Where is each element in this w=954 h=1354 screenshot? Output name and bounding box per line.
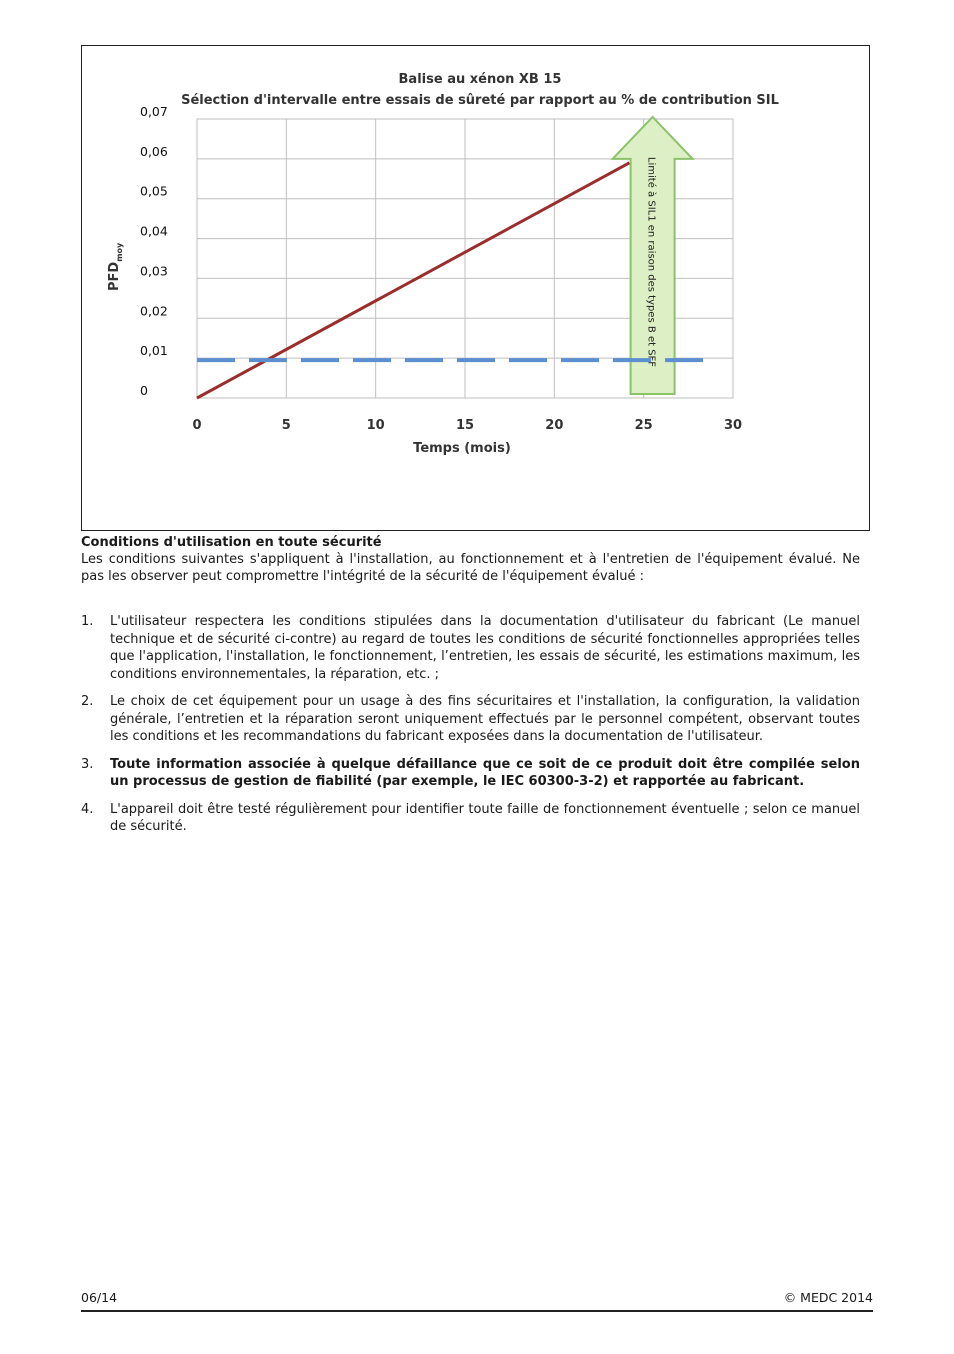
list-item <box>81 613 860 683</box>
chart-subtitle: Sélection d'intervalle entre essais de sûreté par rapport au % de contribution SIL <box>181 93 779 108</box>
y-tick-label: 0,02 <box>140 303 168 319</box>
list-item <box>81 801 860 836</box>
y-axis-title <box>107 242 124 291</box>
y-tick-label: 0,01 <box>140 343 168 359</box>
y-tick-label: 0,04 <box>140 223 168 239</box>
y-tick-label: 0 <box>140 383 148 398</box>
footer-copyright: © MEDC 2014 <box>783 1290 873 1305</box>
section-heading: Conditions d'utilisation en toute sécurité <box>81 535 382 550</box>
x-tick-label: 30 <box>723 418 743 433</box>
chart-figure <box>81 45 870 531</box>
y-axis-title-main: PFD <box>107 261 122 291</box>
x-tick-label: 5 <box>281 418 291 433</box>
page-footer <box>81 1290 873 1312</box>
list-item-text: L'appareil doit être testé régulièrement pour identifier toute faille de fonctionnement éventuelle ; selon ce manuel de sécurité. <box>110 801 860 834</box>
x-tick-label: 10 <box>366 418 385 433</box>
list-item <box>81 693 860 746</box>
list-item-number: 1. <box>81 614 94 629</box>
y-axis-ticks <box>140 104 168 398</box>
list-item-number: 3. <box>81 756 94 772</box>
x-axis-title: Temps (mois) <box>413 441 511 456</box>
sil-limit-annotation <box>613 117 693 394</box>
x-tick-label: 0 <box>192 418 202 433</box>
x-axis-ticks <box>192 418 742 433</box>
intro-paragraph: Les conditions suivantes s'appliquent à l'installation, au fonctionnement et à l'entretien de l'équipement évalué. Ne pas les observer peut compromettre l'intégrité de la sécurité de l'équipement évalué : <box>81 552 860 584</box>
pfd-line <box>197 163 629 398</box>
footer-date: 06/14 <box>81 1290 118 1305</box>
y-tick-label: 0,05 <box>140 183 168 199</box>
y-tick-label: 0,07 <box>140 104 168 119</box>
y-tick-label: 0,06 <box>140 143 168 159</box>
chart-title: Balise au xénon XB 15 <box>398 72 562 87</box>
list-item <box>81 756 860 791</box>
x-tick-label: 25 <box>634 418 653 433</box>
list-item-text: L'utilisateur respectera les conditions stipulées dans la documentation d'utilisateur du fabricant (Le manuel technique et de sécurité ci-contre) au regard de toutes les conditions de sécurité fonctionnelles appropriées telles que l'application, l'installation, le fonctionnement, l’entretien, les essais de sécurité, les estimations maximum, les conditions environnementales, la réparation, etc. ; <box>110 614 860 682</box>
list-item-text: Toute information associée à quelque défaillance que ce soit de ce produit doit être compilée selon un processus de gestion de fiabilité (par exemple, le IEC 60300-3-2) et rapportée au fabricant. <box>110 756 860 789</box>
sil-limit-text: Limité à SIL1 en raison des types B et SFF <box>645 156 657 368</box>
x-tick-label: 20 <box>545 418 564 433</box>
list-item-number: 4. <box>81 801 94 817</box>
pfd-chart <box>82 46 869 530</box>
conditions-list <box>81 613 860 846</box>
y-tick-label: 0,03 <box>140 263 168 279</box>
list-item-text: Le choix de cet équipement pour un usage à des fins sécuritaires et l'installation, la configuration, la validation générale, l’entretien et la réparation seront uniquement effectués par le personnel compétent, observant toutes les conditions et les recommandations du fabricant exposées dans la documentation de l'utilisateur. <box>110 694 860 744</box>
x-tick-label: 15 <box>455 418 475 433</box>
list-item-number: 2. <box>81 694 94 709</box>
y-axis-title-sub: moy <box>115 242 124 262</box>
